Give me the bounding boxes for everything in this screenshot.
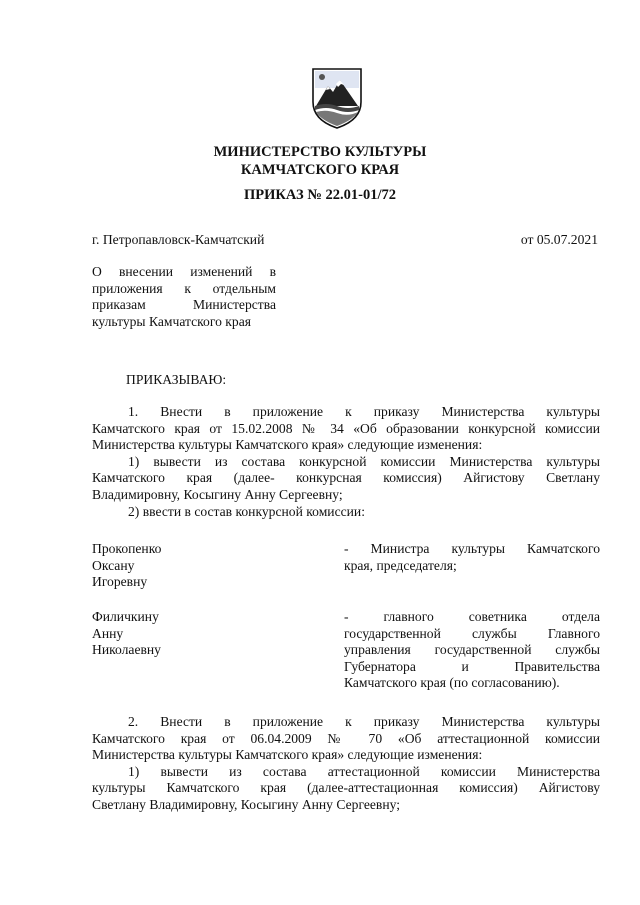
paragraph-line: Министерства культуры Камчатского края» следующие изменения: — [92, 747, 483, 763]
member-name — [92, 609, 242, 659]
paragraph-line: 2) ввести в состав конкурсной комиссии: — [128, 503, 365, 519]
member-role-line: Камчатского края (по согласованию). — [344, 675, 560, 691]
paragraph-line: 1) вывести из состава аттестационной комиссии Министерства — [128, 763, 600, 779]
paragraph-line: культуры Камчатского края (далее-аттестационная комиссия) Айгистову — [92, 780, 600, 796]
member-name-part: Николаевну — [92, 642, 161, 658]
subject-line: культуры Камчатского края — [92, 313, 251, 329]
member-name — [92, 541, 242, 591]
paragraph-2 — [92, 714, 600, 814]
paragraph-line: Камчатского края от 15.02.2008 № 34 «Об образовании конкурсной комиссии — [92, 420, 600, 436]
member-role-line: государственной службы Главного — [344, 625, 600, 641]
member-role-line: края, председателя; — [344, 557, 457, 573]
ministry-line-2: КАМЧАТСКОГО КРАЯ — [240, 162, 400, 178]
member-role-line: Губернатора и Правительства — [344, 658, 600, 674]
subject-line: приложения к отдельным — [92, 280, 276, 296]
subject-line: О внесении изменений в — [92, 264, 276, 279]
order-subject — [92, 264, 276, 330]
order-date: от 05.07.2021 — [520, 232, 598, 247]
paragraph-line: 1. Внести в приложение к приказу Министерства культуры — [128, 404, 600, 419]
city: г. Петропавловск-Камчатский — [92, 232, 265, 247]
paragraph-line: Владимировну, Косыгину Анну Сергеевну; — [92, 486, 343, 502]
paragraph-line: Камчатского края (далее- конкурсная комиссия) Айгистову Светлану — [92, 470, 600, 486]
order-title: ПРИКАЗ № 22.01-01/72 — [244, 187, 396, 203]
coat-of-arms-icon — [308, 66, 366, 130]
member-role-line: - главного советника отдела — [344, 609, 600, 624]
paragraph-line: Светлану Владимировну, Косыгину Анну Сергеевну; — [92, 796, 400, 812]
member-name-part: Оксану — [92, 557, 135, 573]
ministry-name — [0, 143, 640, 179]
member-name-part: Прокопенко — [92, 541, 162, 556]
subject-line: приказам Министерства — [92, 297, 276, 313]
paragraph-1 — [92, 404, 600, 520]
member-name-part: Филичкину — [92, 609, 159, 624]
member-role-line: управления государственной службы — [344, 642, 600, 658]
paragraph-line: 1) вывести из состава конкурсной комиссии Министерства культуры — [128, 453, 600, 469]
paragraph-line: Камчатского края от 06.04.2009 № 70 «Об аттестационной комиссии — [92, 730, 600, 746]
paragraph-line: Министерства культуры Камчатского края» следующие изменения: — [92, 437, 483, 453]
paragraph-line: 2. Внести в приложение к приказу Министерства культуры — [128, 714, 600, 729]
ministry-line-1: МИНИСТЕРСТВО КУЛЬТУРЫ — [213, 144, 427, 160]
member-role — [344, 609, 600, 692]
order-word: ПРИКАЗЫВАЮ: — [126, 372, 227, 387]
member-name-part: Анну — [92, 625, 124, 641]
member-role-line: - Министра культуры Камчатского — [344, 541, 600, 556]
member-name-part: Игоревну — [92, 574, 148, 590]
member-role — [344, 541, 600, 574]
